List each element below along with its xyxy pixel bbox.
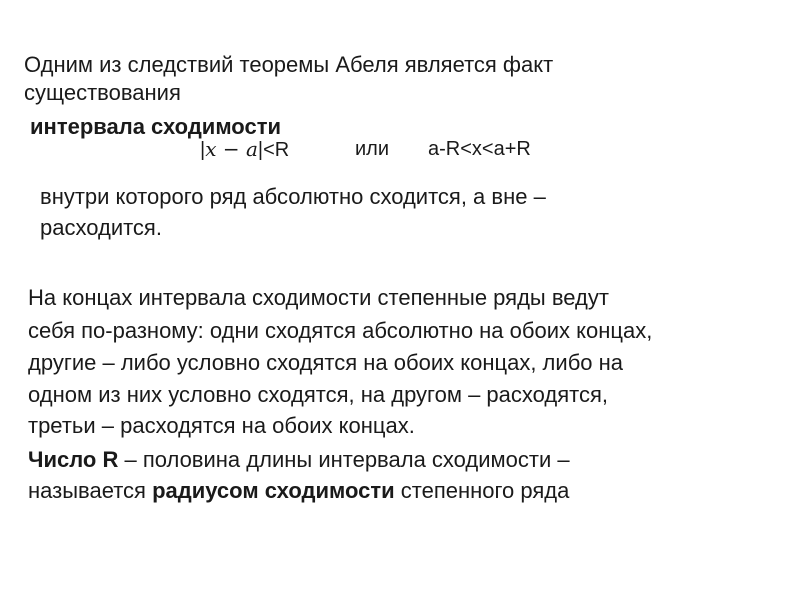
radius-line-2 bbox=[28, 478, 569, 504]
radius-term: радиусом сходимости bbox=[152, 478, 395, 503]
radius-line-1 bbox=[28, 447, 570, 473]
intro-line-1: Одним из следствий теоремы Абеля является факт bbox=[24, 52, 554, 77]
abs-rhs: <R bbox=[263, 139, 290, 161]
ends-line-4: одном из них условно сходятся, на другом – расходятся, bbox=[28, 382, 608, 407]
abs-bar-right: | bbox=[257, 139, 264, 161]
ends-line-5: третьи – расходятся на обоих концах. bbox=[28, 413, 415, 438]
radius-line2-end: степенного ряда bbox=[394, 478, 570, 503]
intro-line-2: существования bbox=[24, 80, 181, 105]
ends-line-1: На концах интервала сходимости степенные ряды ведут bbox=[28, 285, 609, 310]
abs-inequality bbox=[200, 136, 289, 163]
range-inequality: a-R<x<a+R bbox=[428, 138, 531, 160]
inside-line-2: расходится. bbox=[40, 215, 162, 240]
or-word: или bbox=[355, 138, 390, 160]
radius-rest: – половина длины интервала сходимости – bbox=[118, 447, 570, 472]
radius-bold-lead: Число bbox=[28, 447, 97, 472]
radius-line2-start: называется bbox=[28, 478, 153, 503]
radius-symbol: R bbox=[102, 447, 119, 472]
ends-line-2: себя по-разному: одни сходятся абсолютно на обоих концах, bbox=[28, 318, 653, 343]
abs-bar-left: | bbox=[200, 139, 206, 161]
inside-line-1: внутри которого ряд абсолютно сходится, а вне – bbox=[40, 184, 546, 209]
ends-line-3: другие – либо условно сходятся на обоих концах, либо на bbox=[28, 350, 624, 375]
interval-term: интервала сходимости bbox=[30, 114, 281, 139]
abs-expression: x − a bbox=[205, 137, 258, 161]
